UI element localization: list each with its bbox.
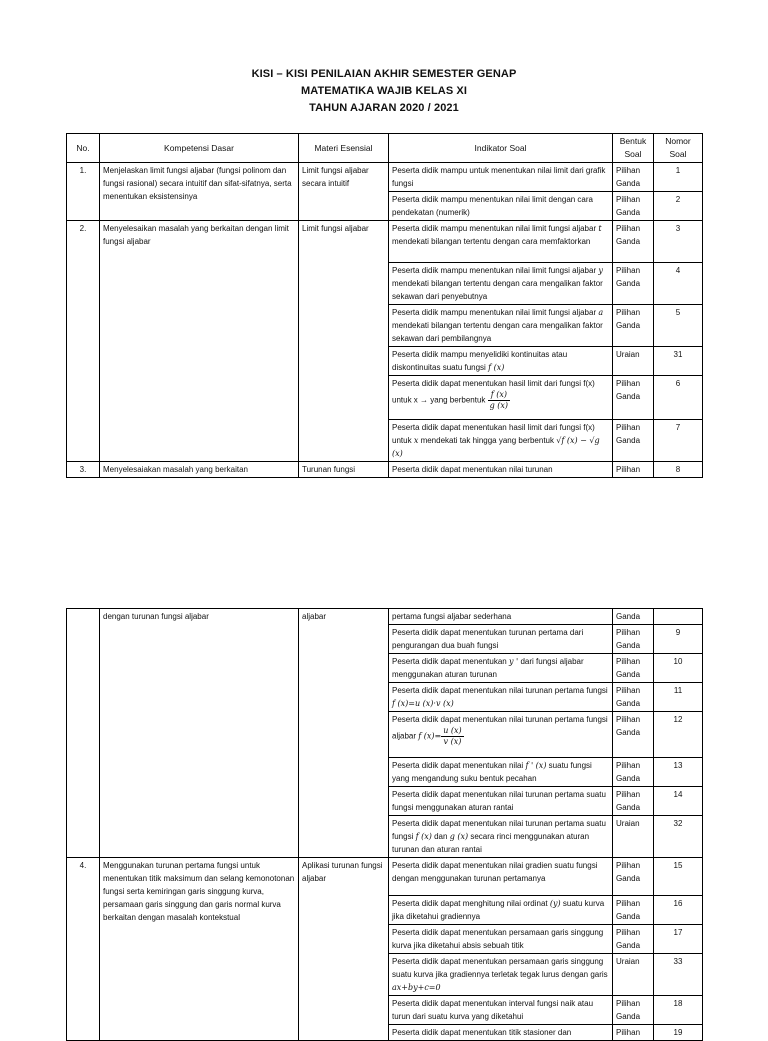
row-materi: Limit fungsi aljabar secara intuitif <box>299 163 389 221</box>
row-indikator: Peserta didik mampu menyelidiki kontinuitas atau diskontinuitas suatu fungsi f (x) <box>389 347 613 376</box>
row-nomor: 9 <box>654 625 703 654</box>
table-header-row <box>67 134 703 163</box>
row-bentuk: Pilihan Ganda <box>613 654 654 683</box>
row-bentuk: Pilihan Ganda <box>613 305 654 347</box>
document-header <box>0 66 768 117</box>
row-no: 4. <box>67 858 100 1041</box>
row-nomor: 32 <box>654 816 703 858</box>
kisi-table-page-1 <box>66 133 703 478</box>
row-indikator: Peserta didik dapat menentukan nilai f ' (x) suatu fungsi yang mengandung suku bentuk pecahan <box>389 758 613 787</box>
col-header-indikator: Indikator Soal <box>389 134 613 163</box>
row-bentuk: Pilihan Ganda <box>613 221 654 263</box>
table-row <box>67 163 703 192</box>
row-bentuk: Pilihan Ganda <box>613 858 654 896</box>
row-indikator: Peserta didik mampu untuk menentukan nilai limit dari grafik fungsi <box>389 163 613 192</box>
row-bentuk: Pilihan Ganda <box>613 263 654 305</box>
row-nomor: 33 <box>654 954 703 996</box>
row-indikator: Peserta didik dapat menentukan nilai turunan pertama fungsi f (x)=u (x)·v (x) <box>389 683 613 712</box>
row-indikator: pertama fungsi aljabar sederhana <box>389 609 613 625</box>
row-bentuk: Uraian <box>613 816 654 858</box>
row-nomor: 17 <box>654 925 703 954</box>
doc-year: TAHUN AJARAN 2020 / 2021 <box>309 102 459 114</box>
row-kd: Menggunakan turunan pertama fungsi untuk menentukan titik maksimum dan selang kemonotonan fungsi serta kemiringan garis singgung kurva, persamaan garis singgung dan garis normal kurva berkaitan dengan masalah kontekstual <box>100 858 299 1041</box>
row-kd: Menjelaskan limit fungsi aljabar (fungsi polinom dan fungsi rasional) secara intuitif dan sifat-sifatnya, serta menentukan eksistensinya <box>100 163 299 221</box>
row-kd: Menyelesaiakan masalah yang berkaitan <box>100 462 299 478</box>
fraction: $\frac{u (x)}{v (x)}$ <box>443 726 462 746</box>
table-row <box>67 221 703 263</box>
row-nomor: 2 <box>654 192 703 221</box>
row-nomor: 31 <box>654 347 703 376</box>
row-nomor: 7 <box>654 420 703 462</box>
row-bentuk: Uraian <box>613 347 654 376</box>
row-indikator: Peserta didik dapat menentukan hasil limit dari fungsi f(x) untuk x → yang berbentuk $\frac{f (x)}{g (x)}$ <box>389 376 613 420</box>
row-nomor: 12 <box>654 712 703 758</box>
row-indikator: Peserta didik dapat menentukan titik stasioner dan <box>389 1025 613 1041</box>
row-indikator: Peserta didik dapat menentukan interval fungsi naik atau turun dari suatu kurva yang diketahui <box>389 996 613 1025</box>
row-indikator: Peserta didik dapat menentukan nilai turunan <box>389 462 613 478</box>
row-nomor: 3 <box>654 221 703 263</box>
row-bentuk: Pilihan Ganda <box>613 625 654 654</box>
row-kd: dengan turunan fungsi aljabar <box>100 609 299 858</box>
row-nomor: 16 <box>654 896 703 925</box>
row-bentuk: Pilihan Ganda <box>613 683 654 712</box>
row-nomor: 6 <box>654 376 703 420</box>
row-bentuk: Pilihan <box>613 462 654 478</box>
row-bentuk: Uraian <box>613 954 654 996</box>
row-bentuk: Pilihan Ganda <box>613 787 654 816</box>
row-nomor: 14 <box>654 787 703 816</box>
row-nomor: 4 <box>654 263 703 305</box>
doc-title: KISI – KISI PENILAIAN AKHIR SEMESTER GENAP <box>251 68 517 80</box>
row-indikator: Peserta didik mampu menentukan nilai limit fungsi aljabar a mendekati bilangan tertentu dengan cara mengalikan faktor sekawan dari pembilangnya <box>389 305 613 347</box>
row-indikator: Peserta didik mampu menentukan nilai limit fungsi aljabar y mendekati bilangan tertentu dengan cara mengalikan faktor sekawan dari penyebutnya <box>389 263 613 305</box>
table-row <box>67 462 703 478</box>
row-bentuk: Pilihan Ganda <box>613 925 654 954</box>
row-indikator: Peserta didik dapat menentukan nilai gradien suatu fungsi dengan menggunakan turunan pertamanya <box>389 858 613 896</box>
table-row <box>67 609 703 625</box>
col-header-nomor: Nomor Soal <box>654 134 703 163</box>
row-nomor: 15 <box>654 858 703 896</box>
row-bentuk: Pilihan Ganda <box>613 163 654 192</box>
row-nomor: 19 <box>654 1025 703 1041</box>
row-bentuk: Pilihan Ganda <box>613 996 654 1025</box>
row-nomor: 8 <box>654 462 703 478</box>
row-indikator: Peserta didik dapat menghitung nilai ordinat (y) suatu kurva jika diketahui gradiennya <box>389 896 613 925</box>
table-row <box>67 858 703 896</box>
row-bentuk: Pilihan Ganda <box>613 192 654 221</box>
row-nomor: 11 <box>654 683 703 712</box>
col-header-materi: Materi Esensial <box>299 134 389 163</box>
row-nomor: 13 <box>654 758 703 787</box>
row-bentuk: Ganda <box>613 609 654 625</box>
row-materi: Turunan fungsi <box>299 462 389 478</box>
col-header-no: No. <box>67 134 100 163</box>
row-nomor <box>654 609 703 625</box>
row-materi: Limit fungsi aljabar <box>299 221 389 462</box>
row-no <box>67 609 100 858</box>
row-bentuk: Pilihan Ganda <box>613 896 654 925</box>
row-nomor: 18 <box>654 996 703 1025</box>
kisi-table-page-2 <box>66 608 703 1041</box>
row-indikator: Peserta didik dapat menentukan persamaan garis singgung kurva jika diketahui absis sebuah titik <box>389 925 613 954</box>
row-indikator: Peserta didik mampu menentukan nilai limit dengan cara pendekatan (numerik) <box>389 192 613 221</box>
row-indikator: Peserta didik dapat menentukan nilai turunan pertama fungsi aljabar f (x)= $\frac{u (x)}{v (x)}$ <box>389 712 613 758</box>
doc-subject: MATEMATIKA WAJIB KELAS XI <box>300 85 468 97</box>
row-no: 2. <box>67 221 100 462</box>
row-indikator: Peserta didik dapat menentukan persamaan garis singgung suatu kurva jika gradiennya terletak tegak lurus dengan garis ax+by+c=0 <box>389 954 613 996</box>
row-bentuk: Pilihan Ganda <box>613 420 654 462</box>
row-indikator: Peserta didik dapat menentukan nilai turunan pertama suatu fungsi f (x) dan g (x) secara rinci menggunakan aturan turunan dan aturan rantai <box>389 816 613 858</box>
row-bentuk: Pilihan Ganda <box>613 712 654 758</box>
row-bentuk: Pilihan Ganda <box>613 758 654 787</box>
row-indikator: Peserta didik dapat menentukan nilai turunan pertama suatu fungsi menggunakan aturan rantai <box>389 787 613 816</box>
row-indikator: Peserta didik dapat menentukan turunan pertama dari pengurangan dua buah fungsi <box>389 625 613 654</box>
row-kd: Menyelesaikan masalah yang berkaitan dengan limit fungsi aljabar <box>100 221 299 462</box>
row-bentuk: Pilihan Ganda <box>613 376 654 420</box>
row-nomor: 5 <box>654 305 703 347</box>
fraction: $\frac{f (x)}{g (x)}$ <box>489 390 509 410</box>
row-nomor: 10 <box>654 654 703 683</box>
row-no: 3. <box>67 462 100 478</box>
row-nomor: 1 <box>654 163 703 192</box>
row-materi: Aplikasi turunan fungsi aljabar <box>299 858 389 1041</box>
col-header-bentuk: Bentuk Soal <box>613 134 654 163</box>
row-no: 1. <box>67 163 100 221</box>
row-indikator: Peserta didik dapat menentukan y ' dari fungsi aljabar menggunakan aturan turunan <box>389 654 613 683</box>
row-materi: aljabar <box>299 609 389 858</box>
col-header-kd: Kompetensi Dasar <box>100 134 299 163</box>
row-indikator: Peserta didik mampu menentukan nilai limit fungsi aljabar t mendekati bilangan tertentu dengan cara memfaktorkan <box>389 221 613 263</box>
row-indikator: Peserta didik dapat menentukan hasil limit dari fungsi f(x) untuk x mendekati tak hingga yang berbentuk √f (x) − √g (x) <box>389 420 613 462</box>
row-bentuk: Pilihan <box>613 1025 654 1041</box>
